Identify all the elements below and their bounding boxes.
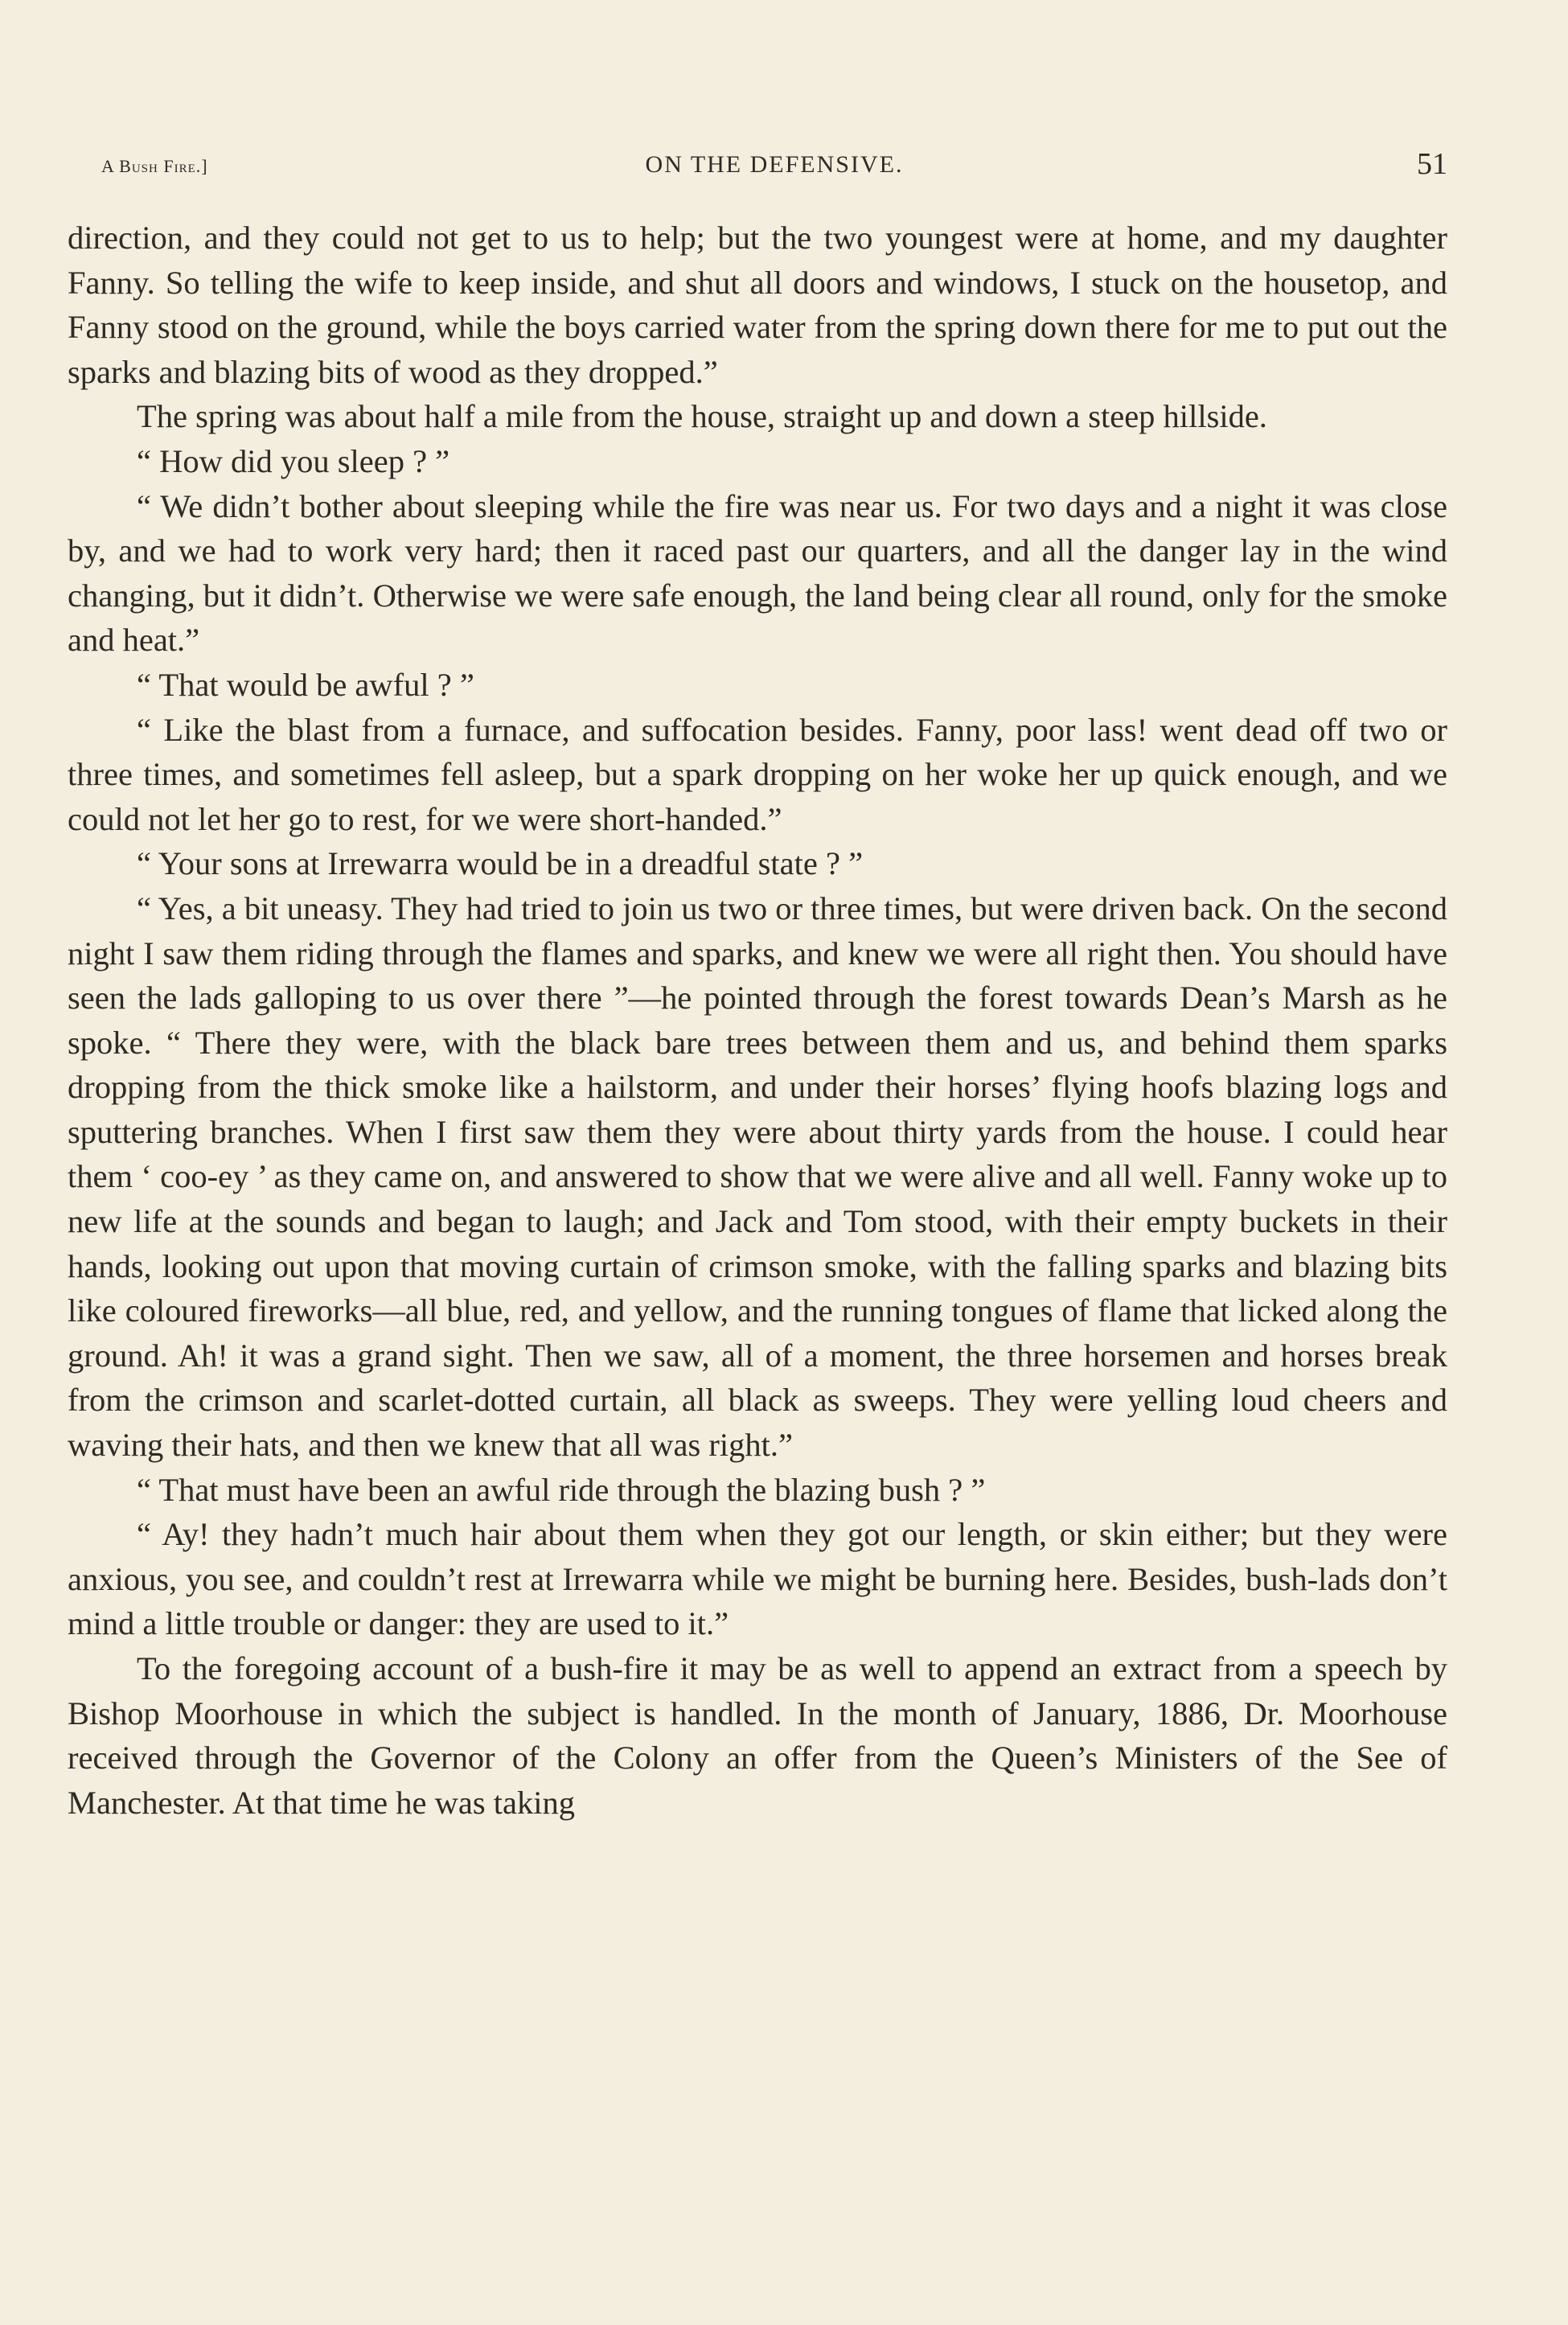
running-head-chapter: A Bush Fire.] — [101, 156, 208, 176]
paragraph-6: “ Like the blast from a furnace, and suffocation besides. Fanny, poor lass! went dead off two or three times, and sometimes fell asleep, but a spark dropping on her woke her up quick enough, and we could not let her go to rest, for we were short-handed.” — [68, 711, 1447, 837]
paragraph-9: “ That must have been an awful ride through the blazing bush ? ” — [137, 1471, 986, 1508]
paragraph-5: “ That would be awful ? ” — [137, 666, 474, 703]
paragraph-3: “ How did you sleep ? ” — [137, 442, 450, 479]
running-head-title: ON THE DEFENSIVE. — [645, 151, 904, 178]
paragraph-4: “ We didn’t bother about sleeping while the fire was near us. For two days and a night it was close by, and we had to work very hard; then it raced past our quarters, and all the danger lay in the wind changing, but it didn’t. Otherwise we were safe enough, the land being clear all round, only for the smoke and heat.” — [68, 487, 1447, 659]
paragraph-7: “ Your sons at Irrewarra would be in a dreadful state ? ” — [137, 845, 864, 882]
paragraph-10: “ Ay! they hadn’t much hair about them when they got our length, or skin either; but they were anxious, you see, and couldn’t rest at Irrewarra while we might be burning here. Besides, bush-lads don’t mind a little trouble or danger: they are used to it.” — [68, 1516, 1447, 1642]
paragraph-11: To the foregoing account of a bush-fire it may be as well to append an extract from a speech by Bishop Moorhouse in which the subject is handled. In the month of January, 1886, Dr. Moorhouse received through the Governor of the Colony an offer from the Queen’s Ministers of the See of Manchester. At that time he was taking — [68, 1650, 1447, 1821]
running-head — [101, 146, 1447, 187]
paragraph-2: The spring was about half a mile from the house, straight up and down a steep hillside. — [137, 398, 1267, 435]
paragraph-8: “ Yes, a bit uneasy. They had tried to join us two or three times, but were driven back. On the second night I saw them riding through the flames and sparks, and knew we were all right then. You should have seen the lads galloping to us over there ”—he pointed through the forest towards Dean’s Marsh as he spoke. “ There they were, with the black bare trees between them and us, and behind them sparks dropping from the thick smoke like a hailstorm, and under their horses’ flying hoofs blazing logs and sputtering branches. When I first saw them they were about thirty yards from the house. I could hear them ‘ coo-ey ’ as they came on, and answered to show that we were alive and all well. Fanny woke up to new life at the sounds and began to laugh; and Jack and Tom stood, with their empty buckets in their hands, looking out upon that moving curtain of crimson smoke, with the falling sparks and blazing bits like coloured fireworks—all blue, red, and yellow, and the running tongues of flame that licked along the ground. Ah! it was a grand sight. Then we saw, all of a moment, the three horsemen and horses break from the crimson and scarlet-dotted curtain, all black as sweeps. They were yelling loud cheers and waving their hats, and then we knew that all was right.” — [68, 889, 1447, 1464]
paragraph-1: direction, and they could not get to us to help; but the two youngest were at home, and my daughter Fanny. So telling the wife to keep inside, and shut all doors and windows, I stuck on the housetop, and Fanny stood on the ground, while the boys carried water from the spring down there for me to put out the sparks and blazing bits of wood as they dropped.” — [68, 220, 1447, 390]
body-text — [68, 216, 1447, 1825]
page-number: 51 — [1417, 147, 1447, 181]
